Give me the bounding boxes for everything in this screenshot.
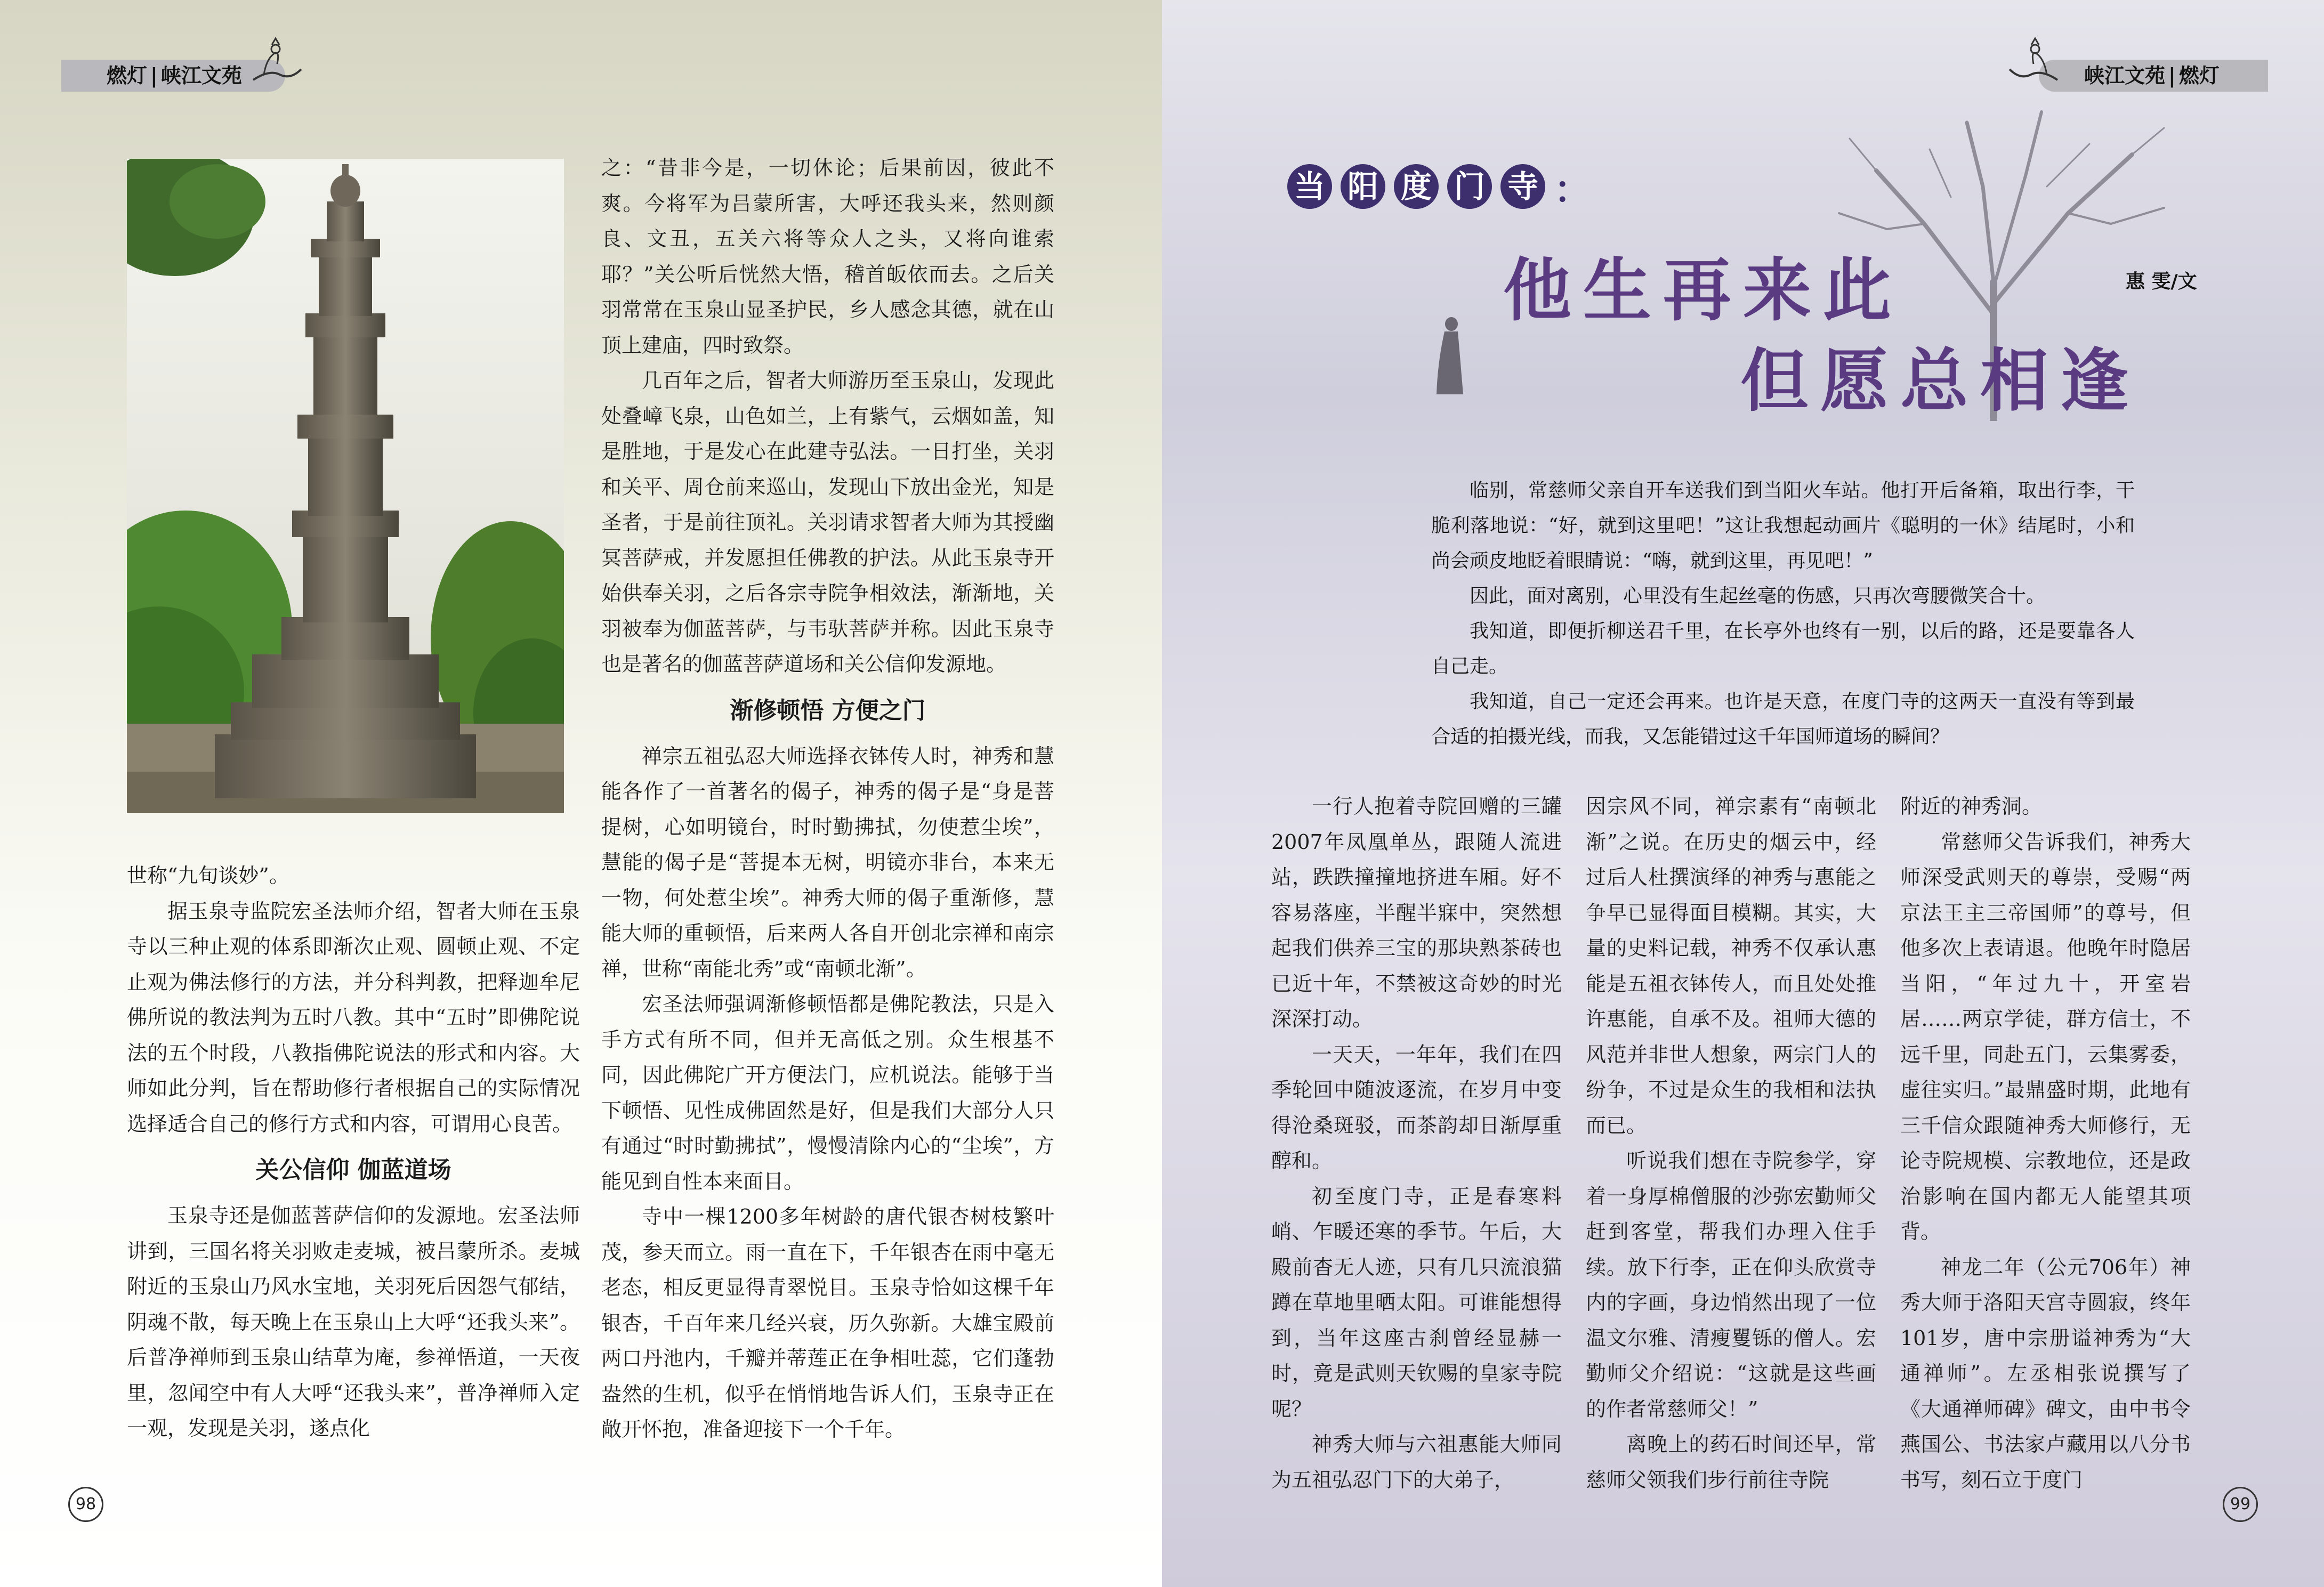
paragraph: 听说我们想在寺院参学，穿着一身厚棉僧服的沙弥宏勤师父赶到客堂，帮我们办理入住手续。放下行李，正在仰头欣赏寺内的字画，身边悄然出现了一位温文尔雅、清瘦矍铄的僧人。宏勤师父介绍说：“这就是这些画的作者常慈师父！”: [1586, 1149, 1876, 1421]
paragraph: 禅宗五祖弘忍大师选择衣钵传人时，神秀和慧能各作了一首著名的偈子，神秀的偈子是“身是菩提树，心如明镜台，时时勤拂拭，勿使惹尘埃”，慧能的偈子是“菩提本无树，明镜亦非台，本来无一物，何处惹尘埃”。神秀大师的偈子重渐修，慧能大师的重顿悟，后来两人各自开创北宗禅和南宗禅，世称“南能北秀”或“南顿北渐”。: [601, 744, 1054, 981]
kicker-colon: ：: [1554, 168, 1591, 212]
paragraph: 初至度门寺，正是春寒料峭、乍暖还寒的季节。午后，大殿前杳无人迹，只有几只流浪猫蹲在草地里晒太阳。可谁能想得到，当年这座古刹曾经显赫一时，竟是武则天钦赐的皇家寺院呢？: [1271, 1184, 1562, 1421]
paragraph: 常慈师父告诉我们，神秀大师深受武则天的尊崇，受赐“两京法王主三帝国师”的尊号，但他多次上表请退。他晚年时隐居当阳，“年过九十，开室岩居……两京学徒，群方信士，不远千里，同赴五门，云集雾委，虚往实归。”最鼎盛时期，此地有三千信众跟随神秀大师修行，无论寺院规模、宗教地位，还是政治影响在国内都无人能望其项背。: [1900, 830, 2191, 1243]
kicker-char-4: 门: [1447, 164, 1492, 209]
section-heading: 关公信仰 伽蓝道场: [255, 1156, 451, 1184]
header-column: 峡江文苑: [2084, 64, 2166, 87]
right-column-2: [1586, 789, 1876, 1497]
running-header: [107, 60, 242, 92]
kicker-char-5: 寺: [1500, 164, 1545, 209]
author-byline: 惠 雯/文: [2126, 271, 2197, 293]
paragraph: 据玉泉寺监院宏圣法师介绍，智者大师在玉泉寺以三种止观的体系即渐次止观、圆顿止观、不定止观为佛法修行的方法，并分科判教，把释迦牟尼佛所说的教法判为五时八教。其中“五时”即佛陀说法的五个时段，八教指佛陀说法的形式和内容。大师如此分判，旨在帮助修行者根据自己的实际情况选择适合自己的修行方式和内容，可谓用心良苦。: [127, 899, 580, 1136]
paragraph: 神秀大师与六祖惠能大师同为五祖弘忍门下的大弟子，: [1271, 1432, 1562, 1492]
bodhisattva-hand-icon: [2004, 37, 2063, 91]
right-column-1: [1271, 789, 1562, 1497]
paragraph: 因宗风不同，禅宗素有“南顿北渐”之说。在历史的烟云中，经过后人杜撰演绎的神秀与惠能之争早已显得面目模糊。其实，大量的史料记载，神秀不仅承认惠能是五祖衣钵传人，而且处处推许惠能，自承不及。祖师大德的风范并非世人想象，两宗门人的纷争，不过是众生的我相和法执而已。: [1586, 795, 1876, 1137]
left-column-1: [127, 858, 580, 1446]
header-divider: |: [150, 64, 158, 87]
kicker-char-1: 当: [1287, 164, 1332, 209]
running-header: [2084, 60, 2220, 92]
paragraph: 一行人抱着寺院回赠的三罐2007年凤凰单丛，跟随人流进站，跌跌撞撞地挤进车厢。好不容易落座，半醒半寐中，突然想起我们供养三宝的那块熟茶砖也已近十年，不禁被这奇妙的时光深深打动。: [1271, 795, 1562, 1031]
intro-paragraphs: [1431, 473, 2135, 755]
header-divider: |: [2168, 64, 2176, 87]
page-number: 99: [2223, 1487, 2258, 1522]
title-line-1: 他生再来此: [1503, 250, 1903, 330]
kicker-char-2: 阳: [1341, 164, 1385, 209]
paragraph: 我知道，即便折柳送君千里，在长亭外也终有一别，以后的路，还是要靠各人自己走。: [1431, 620, 2135, 677]
paragraph: 寺中一棵1200多年树龄的唐代银杏树枝繁叶茂，参天而立。雨一直在下，千年银杏在雨中毫无老态，相反更显得青翠悦目。玉泉寺恰如这棵千年银杏，千百年来几经兴衰，历久弥新。大雄宝殿前两口丹池内，千瓣并蒂莲正在争相吐蕊，它们蓬勃盎然的生机，似乎在悄悄地告诉人们，玉泉寺正在敞开怀抱，准备迎接下一个千年。: [601, 1205, 1054, 1441]
right-page: [1162, 0, 2324, 1587]
paragraph: 神龙二年（公元706年）神秀大师于洛阳天宫寺圆寂，终年101岁，唐中宗册谥神秀为“大通禅师”。左丞相张说撰写了《大通禅师碑》碑文，由中书令燕国公、书法家卢藏用以八分书书写，刻石立于度门: [1900, 1255, 2191, 1492]
section-heading: 渐修顿悟 方便之门: [730, 697, 926, 724]
header-section: 燃灯: [107, 64, 148, 87]
paragraph: 因此，面对离别，心里没有生起丝毫的伤感，只再次弯腰微笑合十。: [1470, 585, 2046, 607]
title-line-2: 但愿总相逢: [1740, 341, 2141, 421]
paragraph: 临别，常慈师父亲自开车送我们到当阳火车站。他打开后备箱，取出行李，干脆利落地说：“好，就到这里吧！”这让我想起动画片《聪明的一休》结尾时，小和尚会顽皮地眨着眼睛说：“嗨，就到这里，再见吧！”: [1431, 480, 2135, 572]
monk-figure-illustration: [1431, 314, 1468, 400]
paragraph: 离晚上的药石时间还早，常慈师父领我们步行前往寺院: [1586, 1432, 1876, 1492]
bodhisattva-hand-icon: [248, 37, 306, 91]
paragraph: 几百年之后，智者大师游历至玉泉山，发现此处叠嶂飞泉，山色如兰，上有紫气，云烟如盖，知是胜地，于是发心在此建寺弘法。一日打坐，关羽和关平、周仓前来巡山，发现山下放出金光，知是圣者，于是前往顶礼。关羽请求智者大师为其授幽冥菩萨戒，并发愿担任佛教的护法。从此玉泉寺开始供奉关羽，之后各宗寺院争相效法，渐渐地，关羽被奉为伽蓝菩萨，与韦驮菩萨并称。因此玉泉寺也是著名的伽蓝菩萨道场和关公信仰发源地。: [601, 369, 1054, 676]
paragraph: 我知道，自己一定还会再来。也许是天意，在度门寺的这两天一直没有等到最合适的拍摄光线，而我，又怎能错过这千年国师道场的瞬间？: [1431, 691, 2135, 748]
right-column-3: [1900, 789, 2191, 1497]
paragraph: 一天天，一年年，我们在四季轮回中随波逐流，在岁月中变得沧桑斑驳，而茶韵却日渐厚重醇和。: [1271, 1042, 1562, 1172]
paragraph: 之：“昔非今是，一切休论；后果前因，彼此不爽。今将军为吕蒙所害，大呼还我头来，然则颜良、文丑，五关六将等众人之头，又将向谁索耶？”关公听后恍然大悟，稽首皈依而去。之后关羽常常在玉泉山显圣护民，乡人感念其德，就在山顶上建庙，四时致祭。: [601, 156, 1054, 357]
paragraph: 附近的神秀洞。: [1900, 795, 2043, 818]
header-section: 燃灯: [2178, 64, 2220, 87]
paragraph: 玉泉寺还是伽蓝菩萨信仰的发源地。宏圣法师讲到，三国名将关羽败走麦城，被吕蒙所杀。麦城附近的玉泉山乃风水宝地，关羽死后因怨气郁结，阴魂不散，每天晚上在玉泉山上大呼“还我头来”。后普净禅师到玉泉山结草为庵，参禅悟道，一天夜里，忽闻空中有人大呼“还我头来”，普净禅师入定一观，发现是关羽，遂点化: [127, 1204, 580, 1440]
paragraph: 宏圣法师强调渐修顿悟都是佛陀教法，只是入手方式有所不同，但并无高低之别。众生根基不同，因此佛陀广开方便法门，应机说法。能够于当下顿悟、见性成佛固然是好，但是我们大部分人只有通过“时时勤拂拭”，慢慢清除内心的“尘埃”，方能见到自性本来面目。: [601, 992, 1054, 1193]
left-column-2: [601, 150, 1054, 1447]
kicker-char-3: 度: [1394, 164, 1439, 209]
header-column: 峡江文苑: [160, 64, 242, 87]
page-number: 98: [68, 1487, 103, 1522]
pagoda-photo: [127, 159, 564, 813]
paragraph: 世称“九旬谈妙”。: [127, 864, 289, 887]
